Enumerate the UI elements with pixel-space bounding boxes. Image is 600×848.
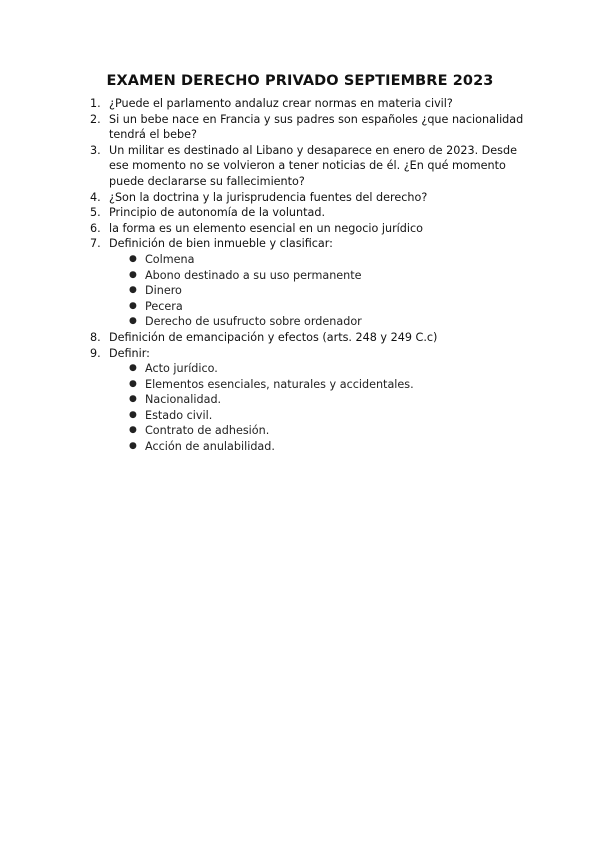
question-7 xyxy=(0,236,600,252)
sub-item: ● Contrato de adhesión. xyxy=(129,424,270,438)
question-2 xyxy=(0,112,600,143)
question-3 xyxy=(0,143,600,190)
bullet-icon: ● xyxy=(129,254,137,264)
bullet-icon: ● xyxy=(129,409,137,420)
question-text: Un militar es destinado al Libano y desaparece en enero de 2023. Desde ese momento no se volvieron a tener noticias de él. ¿En qué momento puede declararse su fallecimiento? xyxy=(109,143,517,188)
question-text: Definir: xyxy=(109,346,150,360)
sub-item: ● Colmena xyxy=(129,253,195,266)
question-text: ¿Puede el parlamento andaluz crear normas en materia civil? xyxy=(109,97,453,110)
sub-item: ● Dinero xyxy=(129,284,182,298)
sub-list-q9 xyxy=(0,361,600,455)
question-number: 6. xyxy=(90,221,101,235)
exam-title: EXAMEN DERECHO PRIVADO SEPTIEMBRE 2023 xyxy=(106,73,494,89)
sub-item: ● Abono destinado a su uso permanente xyxy=(129,268,362,282)
question-number: 5. xyxy=(90,206,101,220)
sub-item: ● Estado civil. xyxy=(129,408,213,422)
bullet-icon: ● xyxy=(129,440,137,451)
bullet-icon: ● xyxy=(129,285,137,296)
question-4 xyxy=(0,190,600,206)
question-6 xyxy=(0,221,600,237)
sub-item: ● Pecera xyxy=(129,299,183,313)
sub-item: ● Nacionalidad. xyxy=(129,393,222,407)
question-text: Definición de emancipación y efectos (arts. 248 y 249 C.c) xyxy=(109,331,438,344)
sub-item: ● Acto jurídico. xyxy=(129,362,218,375)
sub-item: ● Elementos esenciales, naturales y accidentales. xyxy=(129,377,414,391)
sub-item: ● Derecho de usufructo sobre ordenador xyxy=(129,315,362,329)
bullet-icon: ● xyxy=(129,394,137,405)
question-number: 3. xyxy=(90,143,101,157)
question-number: 1. xyxy=(90,97,101,110)
question-1 xyxy=(0,96,600,112)
bullet-icon: ● xyxy=(129,425,137,436)
sub-list-q7 xyxy=(0,252,600,330)
question-number: 9. xyxy=(90,346,101,360)
bullet-icon: ● xyxy=(129,363,137,373)
question-number: 7. xyxy=(90,237,101,251)
question-number: 2. xyxy=(90,112,101,126)
question-text: Principio de autonomía de la voluntad. xyxy=(109,206,326,220)
bullet-icon: ● xyxy=(129,316,137,327)
question-5 xyxy=(0,205,600,221)
question-list xyxy=(0,96,600,252)
question-text: Definición de bien inmueble y clasificar: xyxy=(109,237,333,251)
question-number: 8. xyxy=(90,331,101,344)
bullet-icon: ● xyxy=(129,300,137,311)
question-9 xyxy=(0,346,600,362)
sub-item: ● Acción de anulabilidad. xyxy=(129,439,275,453)
question-text: ¿Son la doctrina y la jurisprudencia fuentes del derecho? xyxy=(109,190,428,204)
question-8 xyxy=(0,330,600,346)
question-number: 4. xyxy=(90,190,101,204)
question-text: la forma es un elemento esencial en un negocio jurídico xyxy=(109,221,423,235)
question-text: Si un bebe nace en Francia y sus padres son españoles ¿que nacionalidad tendrá el bebe? xyxy=(109,112,524,142)
bullet-icon: ● xyxy=(129,269,137,280)
question-list-continued xyxy=(0,330,600,361)
bullet-icon: ● xyxy=(129,378,137,389)
